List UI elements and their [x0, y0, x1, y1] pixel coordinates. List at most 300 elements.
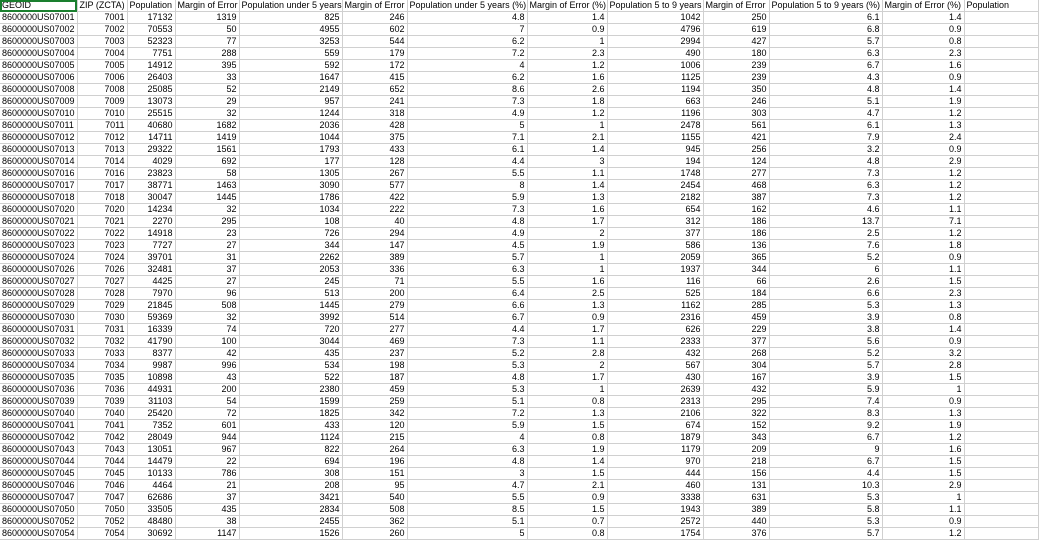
table-cell[interactable]: 344 [239, 240, 342, 252]
table-cell[interactable] [964, 408, 1038, 420]
table-cell[interactable]: 0.9 [882, 252, 964, 264]
table-cell[interactable]: 21 [175, 480, 239, 492]
table-cell[interactable]: 39701 [127, 252, 175, 264]
table-cell[interactable]: 2.1 [527, 480, 607, 492]
table-cell[interactable]: 30047 [127, 192, 175, 204]
table-cell[interactable] [964, 24, 1038, 36]
table-cell[interactable]: 513 [239, 288, 342, 300]
table-cell[interactable]: 592 [239, 60, 342, 72]
table-cell[interactable]: 186 [703, 216, 769, 228]
header-cell[interactable]: Margin of Error (%) [527, 0, 607, 12]
table-cell[interactable]: 131 [703, 480, 769, 492]
table-cell[interactable]: 2149 [239, 84, 342, 96]
table-cell[interactable]: 5.5 [407, 276, 527, 288]
table-cell[interactable]: 3.9 [769, 372, 882, 384]
table-cell[interactable]: 5.7 [769, 36, 882, 48]
table-cell[interactable]: 4.5 [407, 240, 527, 252]
table-cell[interactable] [964, 204, 1038, 216]
table-cell[interactable]: 40680 [127, 120, 175, 132]
table-cell[interactable]: 6.3 [769, 180, 882, 192]
table-cell[interactable] [964, 120, 1038, 132]
table-cell[interactable] [964, 276, 1038, 288]
table-cell[interactable]: 387 [703, 192, 769, 204]
table-cell[interactable]: 422 [342, 192, 407, 204]
table-cell[interactable]: 1.2 [882, 228, 964, 240]
table-cell[interactable]: 561 [703, 120, 769, 132]
table-cell[interactable]: 8600000US07018 [0, 192, 77, 204]
table-cell[interactable]: 77 [175, 36, 239, 48]
table-cell[interactable]: 720 [239, 324, 342, 336]
table-cell[interactable]: 4029 [127, 156, 175, 168]
table-cell[interactable]: 1599 [239, 396, 342, 408]
table-cell[interactable]: 343 [703, 432, 769, 444]
table-cell[interactable]: 375 [342, 132, 407, 144]
table-cell[interactable]: 7029 [77, 300, 127, 312]
table-cell[interactable]: 428 [342, 120, 407, 132]
table-cell[interactable]: 322 [703, 408, 769, 420]
table-cell[interactable]: 1.6 [882, 444, 964, 456]
table-cell[interactable]: 2333 [607, 336, 703, 348]
table-cell[interactable]: 5.2 [407, 348, 527, 360]
table-cell[interactable]: 468 [703, 180, 769, 192]
table-cell[interactable]: 2 [527, 360, 607, 372]
table-cell[interactable]: 4.7 [769, 108, 882, 120]
table-cell[interactable]: 2572 [607, 516, 703, 528]
table-cell[interactable]: 1 [882, 492, 964, 504]
table-cell[interactable]: 1682 [175, 120, 239, 132]
table-cell[interactable]: 5.2 [769, 348, 882, 360]
table-cell[interactable]: 7018 [77, 192, 127, 204]
table-cell[interactable]: 0.8 [527, 432, 607, 444]
table-cell[interactable] [964, 444, 1038, 456]
table-cell[interactable]: 58 [175, 168, 239, 180]
table-cell[interactable]: 128 [342, 156, 407, 168]
table-cell[interactable]: 8.5 [407, 504, 527, 516]
table-cell[interactable]: 2.5 [769, 228, 882, 240]
table-cell[interactable]: 4.6 [769, 204, 882, 216]
table-cell[interactable]: 2106 [607, 408, 703, 420]
table-cell[interactable]: 8600000US07005 [0, 60, 77, 72]
table-cell[interactable]: 469 [342, 336, 407, 348]
table-cell[interactable]: 4.8 [407, 216, 527, 228]
table-cell[interactable]: 4.3 [769, 72, 882, 84]
table-cell[interactable]: 196 [342, 456, 407, 468]
table-cell[interactable]: 3.9 [769, 312, 882, 324]
table-cell[interactable]: 38771 [127, 180, 175, 192]
table-cell[interactable]: 2994 [607, 36, 703, 48]
table-cell[interactable]: 1 [882, 384, 964, 396]
table-cell[interactable]: 0.9 [527, 492, 607, 504]
table-cell[interactable]: 6.8 [769, 24, 882, 36]
table-cell[interactable]: 1.3 [882, 120, 964, 132]
table-cell[interactable]: 8600000US07027 [0, 276, 77, 288]
table-cell[interactable]: 13.7 [769, 216, 882, 228]
table-cell[interactable]: 30692 [127, 528, 175, 540]
table-cell[interactable]: 674 [607, 420, 703, 432]
table-cell[interactable]: 1.4 [527, 456, 607, 468]
table-cell[interactable]: 312 [607, 216, 703, 228]
table-cell[interactable] [964, 108, 1038, 120]
table-cell[interactable]: 8600000US07054 [0, 528, 77, 540]
table-cell[interactable] [964, 12, 1038, 24]
table-cell[interactable]: 4.9 [407, 108, 527, 120]
table-cell[interactable]: 7352 [127, 420, 175, 432]
table-cell[interactable]: 7.2 [407, 48, 527, 60]
table-cell[interactable]: 3.8 [769, 324, 882, 336]
table-cell[interactable]: 945 [607, 144, 703, 156]
table-cell[interactable]: 8600000US07032 [0, 336, 77, 348]
table-cell[interactable]: 5.9 [407, 192, 527, 204]
table-cell[interactable]: 1.2 [882, 180, 964, 192]
table-cell[interactable]: 8600000US07006 [0, 72, 77, 84]
table-cell[interactable]: 2182 [607, 192, 703, 204]
table-cell[interactable]: 7045 [77, 468, 127, 480]
table-cell[interactable]: 152 [703, 420, 769, 432]
table-cell[interactable] [964, 420, 1038, 432]
table-cell[interactable]: 7023 [77, 240, 127, 252]
table-cell[interactable]: 7004 [77, 48, 127, 60]
table-cell[interactable]: 8.6 [407, 84, 527, 96]
table-cell[interactable]: 52323 [127, 36, 175, 48]
table-cell[interactable]: 8600000US07010 [0, 108, 77, 120]
table-cell[interactable]: 32481 [127, 264, 175, 276]
table-cell[interactable]: 2.8 [527, 348, 607, 360]
table-cell[interactable]: 2.5 [527, 288, 607, 300]
table-cell[interactable]: 5.3 [769, 492, 882, 504]
table-cell[interactable]: 6.7 [769, 432, 882, 444]
table-cell[interactable]: 8600000US07036 [0, 384, 77, 396]
table-cell[interactable]: 239 [703, 60, 769, 72]
table-cell[interactable]: 1.9 [527, 444, 607, 456]
table-cell[interactable]: 1.2 [527, 60, 607, 72]
table-cell[interactable]: 37 [175, 264, 239, 276]
table-cell[interactable]: 389 [342, 252, 407, 264]
table-cell[interactable]: 7042 [77, 432, 127, 444]
table-cell[interactable]: 95 [342, 480, 407, 492]
table-cell[interactable]: 200 [175, 384, 239, 396]
table-cell[interactable]: 7.4 [769, 396, 882, 408]
table-cell[interactable]: 1 [527, 36, 607, 48]
table-cell[interactable]: 395 [175, 60, 239, 72]
table-cell[interactable]: 1937 [607, 264, 703, 276]
table-cell[interactable]: 295 [703, 396, 769, 408]
table-cell[interactable]: 2.3 [527, 48, 607, 60]
table-cell[interactable]: 2313 [607, 396, 703, 408]
table-cell[interactable]: 288 [175, 48, 239, 60]
table-cell[interactable]: 694 [239, 456, 342, 468]
table-cell[interactable]: 6.1 [407, 144, 527, 156]
table-cell[interactable]: 194 [607, 156, 703, 168]
table-cell[interactable]: 427 [703, 36, 769, 48]
table-cell[interactable]: 4955 [239, 24, 342, 36]
table-cell[interactable]: 7727 [127, 240, 175, 252]
table-cell[interactable]: 1042 [607, 12, 703, 24]
table-cell[interactable]: 8600000US07026 [0, 264, 77, 276]
table-cell[interactable]: 8600000US07014 [0, 156, 77, 168]
table-cell[interactable]: 2 [527, 228, 607, 240]
table-cell[interactable]: 294 [342, 228, 407, 240]
table-cell[interactable]: 37 [175, 492, 239, 504]
table-cell[interactable]: 318 [342, 108, 407, 120]
table-cell[interactable]: 1147 [175, 528, 239, 540]
table-cell[interactable]: 1.2 [882, 528, 964, 540]
table-cell[interactable]: 8600000US07033 [0, 348, 77, 360]
table-cell[interactable]: 4.8 [407, 12, 527, 24]
table-cell[interactable]: 525 [607, 288, 703, 300]
table-cell[interactable]: 6.2 [407, 36, 527, 48]
table-cell[interactable]: 136 [703, 240, 769, 252]
table-cell[interactable]: 3.2 [882, 348, 964, 360]
table-cell[interactable]: 508 [175, 300, 239, 312]
table-cell[interactable]: 1.4 [882, 324, 964, 336]
table-cell[interactable]: 5.9 [407, 420, 527, 432]
table-cell[interactable]: 2.3 [882, 48, 964, 60]
table-cell[interactable]: 996 [175, 360, 239, 372]
table-cell[interactable]: 13051 [127, 444, 175, 456]
table-cell[interactable]: 342 [342, 408, 407, 420]
table-cell[interactable]: 7043 [77, 444, 127, 456]
table-cell[interactable]: 215 [342, 432, 407, 444]
header-cell[interactable]: Margin of Error [342, 0, 407, 12]
table-cell[interactable]: 4.8 [407, 456, 527, 468]
table-cell[interactable]: 4.4 [769, 468, 882, 480]
table-cell[interactable]: 7031 [77, 324, 127, 336]
table-cell[interactable]: 4425 [127, 276, 175, 288]
table-cell[interactable]: 43 [175, 372, 239, 384]
table-cell[interactable]: 967 [175, 444, 239, 456]
table-cell[interactable]: 0.9 [882, 24, 964, 36]
table-cell[interactable]: 120 [342, 420, 407, 432]
table-cell[interactable]: 308 [239, 468, 342, 480]
table-cell[interactable] [964, 216, 1038, 228]
table-cell[interactable]: 619 [703, 24, 769, 36]
table-cell[interactable]: 7006 [77, 72, 127, 84]
header-cell[interactable]: Population [127, 0, 175, 12]
table-cell[interactable]: 2.9 [882, 480, 964, 492]
table-cell[interactable]: 277 [342, 324, 407, 336]
table-cell[interactable]: 7011 [77, 120, 127, 132]
table-cell[interactable]: 336 [342, 264, 407, 276]
table-cell[interactable]: 1124 [239, 432, 342, 444]
table-cell[interactable]: 1.8 [527, 96, 607, 108]
table-cell[interactable]: 5 [407, 528, 527, 540]
table-cell[interactable]: 4.8 [769, 156, 882, 168]
table-cell[interactable]: 1.5 [882, 372, 964, 384]
table-cell[interactable]: 0.9 [882, 396, 964, 408]
table-cell[interactable]: 4.4 [407, 324, 527, 336]
table-cell[interactable]: 0.8 [882, 312, 964, 324]
table-cell[interactable]: 2380 [239, 384, 342, 396]
table-cell[interactable] [964, 144, 1038, 156]
table-cell[interactable]: 4796 [607, 24, 703, 36]
table-cell[interactable]: 6.7 [407, 312, 527, 324]
table-cell[interactable]: 23 [175, 228, 239, 240]
table-cell[interactable] [964, 48, 1038, 60]
table-cell[interactable]: 957 [239, 96, 342, 108]
table-cell[interactable]: 514 [342, 312, 407, 324]
table-cell[interactable]: 6.1 [769, 12, 882, 24]
table-cell[interactable] [964, 360, 1038, 372]
table-cell[interactable]: 1.3 [527, 300, 607, 312]
table-cell[interactable]: 601 [175, 420, 239, 432]
table-cell[interactable] [964, 180, 1038, 192]
table-cell[interactable]: 7009 [77, 96, 127, 108]
table-cell[interactable]: 70553 [127, 24, 175, 36]
table-cell[interactable]: 1155 [607, 132, 703, 144]
table-cell[interactable]: 1319 [175, 12, 239, 24]
table-cell[interactable]: 435 [239, 348, 342, 360]
table-cell[interactable]: 2.6 [769, 276, 882, 288]
table-cell[interactable]: 1179 [607, 444, 703, 456]
table-cell[interactable]: 259 [342, 396, 407, 408]
table-cell[interactable]: 7.3 [769, 168, 882, 180]
table-cell[interactable]: 522 [239, 372, 342, 384]
table-cell[interactable]: 14711 [127, 132, 175, 144]
table-cell[interactable]: 365 [703, 252, 769, 264]
table-cell[interactable]: 344 [703, 264, 769, 276]
table-cell[interactable]: 268 [703, 348, 769, 360]
table-cell[interactable]: 7970 [127, 288, 175, 300]
table-cell[interactable] [964, 504, 1038, 516]
table-cell[interactable]: 7.3 [769, 192, 882, 204]
table-cell[interactable]: 0.7 [527, 516, 607, 528]
table-cell[interactable]: 1.6 [882, 60, 964, 72]
table-cell[interactable]: 7016 [77, 168, 127, 180]
table-cell[interactable]: 534 [239, 360, 342, 372]
table-cell[interactable]: 5.3 [769, 516, 882, 528]
table-cell[interactable]: 692 [175, 156, 239, 168]
table-cell[interactable]: 490 [607, 48, 703, 60]
table-cell[interactable]: 8600000US07009 [0, 96, 77, 108]
table-cell[interactable]: 8600000US07044 [0, 456, 77, 468]
table-cell[interactable]: 4 [407, 60, 527, 72]
table-cell[interactable]: 7032 [77, 336, 127, 348]
table-cell[interactable]: 4 [407, 432, 527, 444]
table-cell[interactable] [964, 240, 1038, 252]
table-cell[interactable]: 14912 [127, 60, 175, 72]
table-cell[interactable]: 241 [342, 96, 407, 108]
table-cell[interactable]: 3090 [239, 180, 342, 192]
table-cell[interactable]: 540 [342, 492, 407, 504]
table-cell[interactable]: 8600000US07002 [0, 24, 77, 36]
table-cell[interactable]: 1.5 [527, 504, 607, 516]
table-cell[interactable]: 246 [342, 12, 407, 24]
table-cell[interactable] [964, 336, 1038, 348]
table-cell[interactable]: 208 [239, 480, 342, 492]
table-cell[interactable]: 1.7 [527, 372, 607, 384]
table-cell[interactable] [964, 384, 1038, 396]
table-cell[interactable]: 16339 [127, 324, 175, 336]
table-cell[interactable]: 2316 [607, 312, 703, 324]
table-cell[interactable]: 7005 [77, 60, 127, 72]
table-cell[interactable]: 66 [703, 276, 769, 288]
table-cell[interactable]: 2455 [239, 516, 342, 528]
table-cell[interactable]: 31 [175, 252, 239, 264]
table-cell[interactable]: 5.1 [407, 516, 527, 528]
table-cell[interactable]: 7.1 [882, 216, 964, 228]
table-cell[interactable]: 4.8 [407, 372, 527, 384]
table-cell[interactable]: 389 [703, 504, 769, 516]
table-cell[interactable]: 2639 [607, 384, 703, 396]
table-cell[interactable]: 13073 [127, 96, 175, 108]
table-cell[interactable]: 1.5 [882, 468, 964, 480]
table-cell[interactable]: 8600000US07016 [0, 168, 77, 180]
table-cell[interactable]: 6.1 [769, 120, 882, 132]
table-cell[interactable]: 116 [607, 276, 703, 288]
table-cell[interactable]: 944 [175, 432, 239, 444]
header-cell[interactable]: ZIP (ZCTA) [77, 0, 127, 12]
table-cell[interactable]: 2053 [239, 264, 342, 276]
table-cell[interactable]: 1.4 [527, 180, 607, 192]
table-cell[interactable]: 7027 [77, 276, 127, 288]
table-cell[interactable]: 10.3 [769, 480, 882, 492]
table-cell[interactable]: 7003 [77, 36, 127, 48]
table-cell[interactable]: 279 [342, 300, 407, 312]
table-cell[interactable]: 5.6 [769, 336, 882, 348]
table-cell[interactable]: 6 [769, 264, 882, 276]
table-cell[interactable]: 5.3 [769, 300, 882, 312]
table-cell[interactable]: 50 [175, 24, 239, 36]
table-cell[interactable]: 250 [703, 12, 769, 24]
table-cell[interactable]: 4.7 [407, 480, 527, 492]
table-cell[interactable]: 7024 [77, 252, 127, 264]
table-cell[interactable]: 8600000US07035 [0, 372, 77, 384]
table-cell[interactable]: 6.7 [769, 60, 882, 72]
table-cell[interactable]: 0.8 [527, 528, 607, 540]
table-cell[interactable]: 0.9 [527, 24, 607, 36]
table-cell[interactable]: 1.1 [527, 336, 607, 348]
table-cell[interactable]: 7036 [77, 384, 127, 396]
table-cell[interactable]: 1.2 [882, 192, 964, 204]
table-cell[interactable] [964, 264, 1038, 276]
table-cell[interactable] [964, 480, 1038, 492]
table-cell[interactable]: 1.3 [527, 408, 607, 420]
table-cell[interactable]: 5.3 [407, 384, 527, 396]
table-cell[interactable]: 7008 [77, 84, 127, 96]
table-cell[interactable]: 433 [239, 420, 342, 432]
table-cell[interactable]: 2.1 [527, 132, 607, 144]
table-cell[interactable]: 626 [607, 324, 703, 336]
table-cell[interactable]: 350 [703, 84, 769, 96]
table-cell[interactable]: 267 [342, 168, 407, 180]
table-cell[interactable]: 544 [342, 36, 407, 48]
table-cell[interactable]: 1.6 [527, 204, 607, 216]
table-cell[interactable]: 7028 [77, 288, 127, 300]
table-cell[interactable]: 8600000US07045 [0, 468, 77, 480]
table-cell[interactable]: 40 [342, 216, 407, 228]
table-cell[interactable]: 9 [769, 444, 882, 456]
table-cell[interactable]: 71 [342, 276, 407, 288]
table-cell[interactable]: 663 [607, 96, 703, 108]
table-cell[interactable] [964, 252, 1038, 264]
table-cell[interactable]: 1.8 [882, 240, 964, 252]
table-cell[interactable]: 7050 [77, 504, 127, 516]
table-cell[interactable]: 362 [342, 516, 407, 528]
table-cell[interactable]: 7.6 [769, 240, 882, 252]
header-cell[interactable]: Margin of Error [175, 0, 239, 12]
table-cell[interactable]: 6.6 [407, 300, 527, 312]
table-cell[interactable]: 124 [703, 156, 769, 168]
table-cell[interactable]: 246 [703, 96, 769, 108]
table-cell[interactable]: 1.4 [527, 12, 607, 24]
table-cell[interactable] [964, 156, 1038, 168]
table-cell[interactable]: 459 [703, 312, 769, 324]
table-cell[interactable]: 1.3 [882, 300, 964, 312]
table-cell[interactable]: 8 [407, 180, 527, 192]
header-cell[interactable]: Margin of Error [703, 0, 769, 12]
table-cell[interactable]: 1754 [607, 528, 703, 540]
table-cell[interactable]: 295 [175, 216, 239, 228]
